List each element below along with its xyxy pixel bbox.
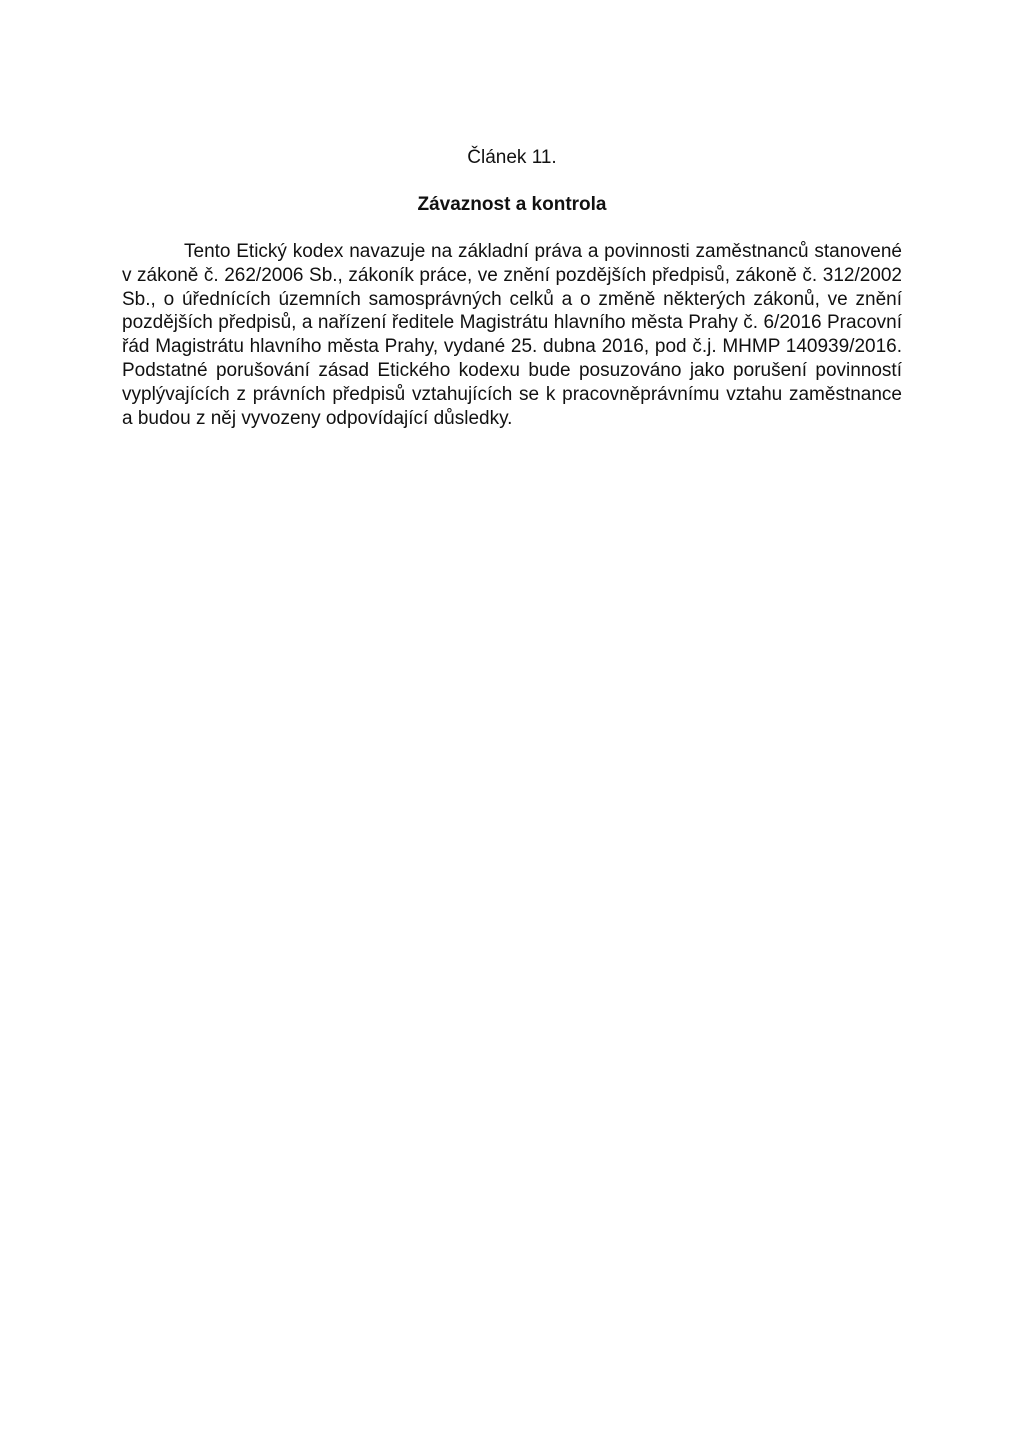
article-paragraph: Tento Etický kodex navazuje na základní práva a povinnosti zaměstnanců stanovené v zákoně č. 262/2006 Sb., zákoník práce, ve znění pozdějších předpisů, zákoně č. 312/2002 Sb., o úřednících územních samosprávných celků a o změně některých zákonů, ve znění pozdějších předpisů, a nařízení ředitele Magistrátu hlavního města Prahy č. 6/2016 Pracovní řád Magistrátu hlavního města Prahy, vydané 25. dubna 2016, pod č.j. MHMP 140939/2016. Podstatné porušování zásad Etického kodexu bude posuzováno jako porušení povinností vyplývajících z právních předpisů vztahujících se k pracovněprávnímu vztahu zaměstnance a budou z něj vyvozeny odpovídající důsledky. [122,241,902,429]
article-number: Článek 11. [467,147,557,168]
article-title: Závaznost a kontrola [417,194,607,215]
